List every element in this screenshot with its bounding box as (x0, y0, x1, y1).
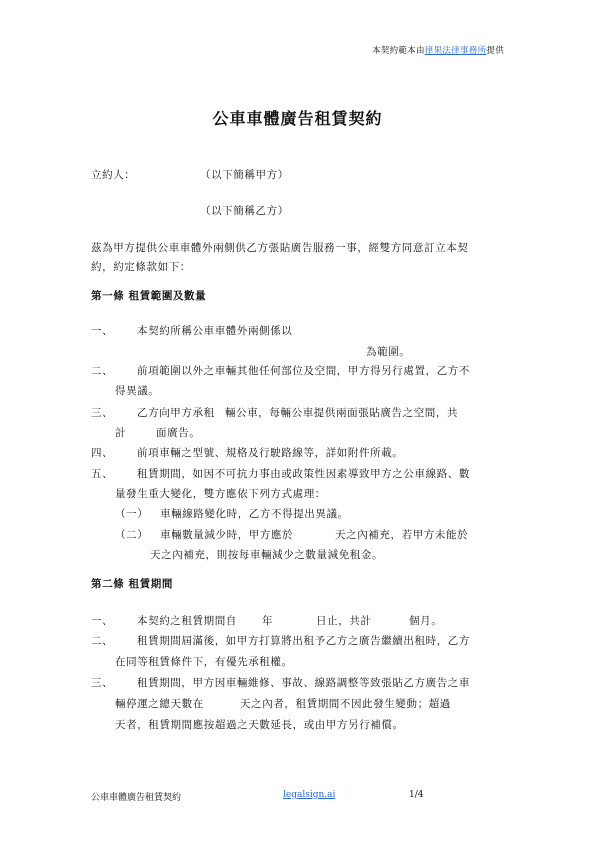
clause-text: 個月。 (409, 615, 443, 627)
footer-site-link[interactable]: legalsign.ai (283, 790, 336, 800)
clause-text: 為範圍。 (366, 346, 411, 358)
clause-text: 天者，租賃期間應按超過之天數延長，或由甲方另行補償。 (115, 719, 404, 731)
subclause-number: （一） (115, 508, 149, 520)
clause-text: 租賃期間屆滿後，如甲方打算將出租予乙方之廣告繼續出租時，乙方 (137, 635, 470, 647)
clause-number: 三、 (91, 407, 114, 419)
clause-text: 在同等租賃條件下，有優先承租權。 (115, 656, 293, 668)
party-a: （以下簡稱甲方） (200, 169, 289, 181)
page-header (372, 44, 504, 56)
clause-text: 本契約之租賃期間自 (137, 615, 237, 627)
clause-text: 年 (262, 615, 274, 627)
clause-number: 一、 (91, 325, 114, 337)
party-b: （以下簡稱乙方） (200, 205, 289, 217)
preamble-line-1: 茲為甲方提供公車車體外兩側供乙方張貼廣告服務一事，經雙方同意訂立本契 (91, 242, 469, 254)
clause-text: 面廣告。 (156, 427, 201, 439)
clause-number: 三、 (91, 677, 114, 689)
header-prefix: 本契約範本由 (371, 46, 425, 56)
footer-title: 公車車體廣告租賃契約 (91, 793, 182, 803)
clause-number: 五、 (91, 468, 114, 480)
subclause-number: （二） (115, 529, 149, 541)
article-2-heading: 第二條 租賃期間 (91, 578, 173, 590)
clause-text: 日止，共計 (316, 615, 372, 627)
clause-text: 本契約所稱公車車體外兩側係以 (137, 325, 293, 337)
clause-number: 二、 (91, 635, 114, 647)
clause-text: 量發生重大變化，雙方應依下列方式處理： (115, 488, 326, 500)
page-number: 1/4 (409, 790, 424, 800)
clause-text: 前項範圍以外之車輛其他任何部位及空間，甲方得另行處置，乙方不 (137, 365, 470, 377)
parties-label: 立約人： (91, 169, 136, 181)
law-firm-link[interactable]: 律果法律事務所 (424, 46, 487, 56)
clause-text: 租賃期間，甲方因車輛維修、事故、線路調整等致張貼乙方廣告之車 (137, 677, 470, 689)
preamble-line-2: 約，約定條款如下： (91, 261, 191, 273)
clause-text: 前項車輛之型號、規格及行駛路線等，詳如附件所載。 (137, 447, 404, 459)
clause-number: 四、 (91, 447, 114, 459)
clause-number: 二、 (91, 365, 114, 377)
clause-text: 輛公車，每輛公車提供兩面張貼廣告之空間，共 (225, 407, 459, 419)
clause-text: 得異議。 (115, 385, 160, 397)
clause-text: 乙方向甲方承租 (137, 407, 215, 419)
clause-text: 計 (115, 427, 127, 439)
article-1-heading: 第一條 租賃範圍及數量 (91, 290, 207, 302)
document-title: 公車車體廣告租賃契約 (212, 109, 383, 128)
subclause-text: 車輛數量減少時，甲方應於 (160, 529, 294, 541)
clause-text: 租賃期間，如因不可抗力事由或政策性因素導致甲方之公車線路、數 (137, 468, 470, 480)
subclause-text: 天之內補充，則按每車輛減少之數量減免租金。 (150, 549, 384, 561)
clause-number: 一、 (91, 615, 114, 627)
header-suffix: 提供 (486, 46, 504, 56)
subclause-text: 車輛線路變化時，乙方不得提出異議。 (160, 508, 349, 520)
clause-text: 天之內者，租賃期間不因此發生變動；超過 (240, 698, 451, 710)
subclause-text: 天之內補充，若甲方未能於 (335, 529, 469, 541)
clause-text: 輛停運之總天數在 (115, 698, 204, 710)
